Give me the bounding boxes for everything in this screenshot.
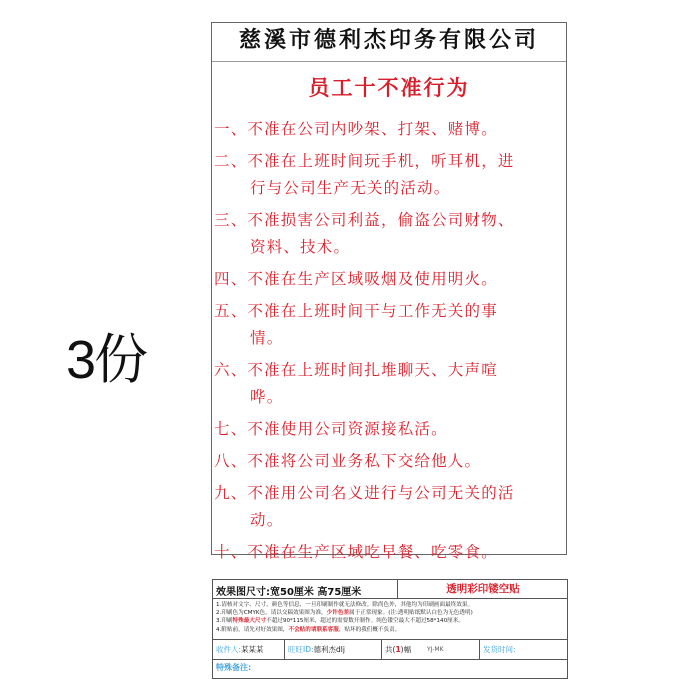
rule-item: 四、不准在生产区域吸烟及使用明火。 — [214, 270, 498, 288]
poster — [211, 22, 567, 561]
note-2: 2.印刷色为CMYK色，请以交稿效果图为准，少许色差属于正常现象。(注:透明贴纸默认白色为无色透明) — [216, 610, 473, 617]
rule-item: 三、不准损害公司利益，偷盗公司财物、 资料、技术。 — [214, 211, 515, 256]
material-type: 透明彩印镂空贴 — [397, 580, 568, 598]
recipient-cell: 收件人:某某某 — [216, 645, 264, 654]
order-form — [212, 579, 568, 679]
form-info-row — [213, 639, 567, 660]
rule-item: 九、不准用公司名义进行与公司无关的活 动。 — [214, 484, 515, 529]
remarks-label: 特殊备注: — [216, 663, 252, 672]
rules-list — [214, 116, 564, 571]
rule-item: 五、不准在上班时间干与工作无关的事 情。 — [214, 302, 498, 347]
note-3: 3.印刷特殊最大尺寸不超过90*115厘米，超过的需要数开制作。纯色镂空最大不超过58*140厘米。 — [216, 618, 464, 625]
header-divider — [212, 61, 566, 62]
form-header-row — [213, 580, 567, 599]
note-1: 1.请核对文字、尺寸、颜色等信息，一旦印刷制作就无法修改。除尚色外，其他均为印刷画面最终效果。 — [216, 602, 474, 608]
rule-item: 十、不准在生产区域吃早餐、吃零食。 — [214, 543, 498, 561]
count-cell: 共(1)幅 — [381, 640, 411, 659]
product-code: YJ-MK — [427, 646, 444, 653]
rule-item: 六、不准在上班时间扎堆聊天、大声喧 哗。 — [214, 361, 498, 406]
size-label: 效果图尺寸:宽50厘米 高75厘米 — [216, 587, 362, 598]
rule-item: 七、不准使用公司资源接私活。 — [214, 420, 448, 438]
note-4: 4.附贴前，请先对好效果图，不会贴的请联系客服，贴坏的我们概不负责。 — [216, 626, 401, 633]
form-notes — [216, 601, 566, 634]
poster-title: 员工十不准行为 — [308, 76, 470, 100]
rule-item: 二、不准在上班时间玩手机，听耳机，进 行与公司生产无关的活动。 — [214, 152, 515, 197]
ship-time-cell: 发货时间: — [479, 640, 516, 659]
rule-item: 八、不准将公司业务私下交给他人。 — [214, 452, 482, 470]
company-name: 慈溪市德利杰印务有限公司 — [238, 27, 539, 53]
copies-label: 3份 — [66, 330, 147, 390]
order-id-cell: 旺旺ID:德利杰dlj — [284, 640, 345, 659]
rule-item: 一、不准在公司内吵架、打架、赌博。 — [214, 120, 498, 138]
